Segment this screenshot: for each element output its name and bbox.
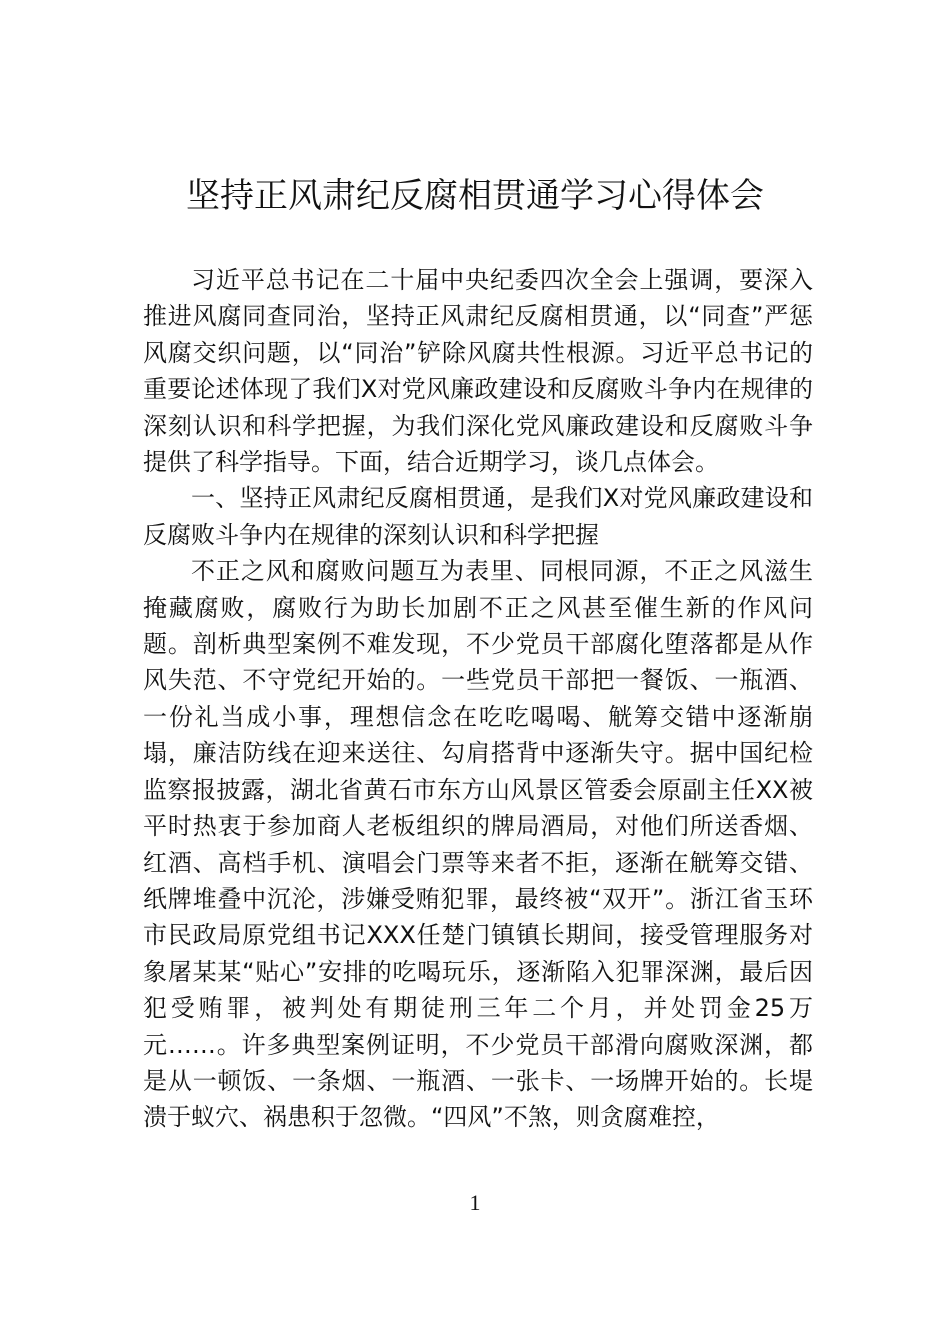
section-heading-1: 一、坚持正风肃纪反腐相贯通，是我们X对党风廉政建设和反腐败斗争内在规律的深刻认识和科学把握	[143, 484, 813, 549]
page-number: 1	[469, 1190, 481, 1215]
intro-paragraph: 习近平总书记在二十届中央纪委四次全会上强调，要深入推进风腐同查同治，坚持正风肃纪反腐相贯通，以“同查”严惩风腐交织问题，以“同治”铲除风腐共性根源。习近平总书记的重要论述体现了我们X对党风廉政建设和反腐败斗争内在规律的深刻认识和科学把握，为我们深化党风廉政建设和反腐败斗争提供了科学指导。下面，结合近期学习，谈几点体会。	[143, 266, 813, 477]
document-title: 坚持正风肃纪反腐相贯通学习心得体会	[186, 176, 764, 216]
document-body	[143, 262, 813, 1136]
body-paragraph-1: 不正之风和腐败问题互为表里、同根同源，不正之风滋生掩藏腐败，腐败行为助长加剧不正之风甚至催生新的作风问题。剖析典型案例不难发现，不少党员干部腐化堕落都是从作风失范、不守党纪开始的。一些党员干部把一餐饭、一瓶酒、一份礼当成小事，理想信念在吃吃喝喝、觥筹交错中逐渐崩塌，廉洁防线在迎来送往、勾肩搭背中逐渐失守。据中国纪检监察报披露，湖北省黄石市东方山风景区管委会原副主任XX被平时热衷于参加商人老板组织的牌局酒局，对他们所送香烟、红酒、高档手机、演唱会门票等来者不拒，逐渐在觥筹交错、纸牌堆叠中沉沦，涉嫌受贿犯罪，最终被“双开”。浙江省玉环市民政局原党组书记XXX任楚门镇镇长期间，接受管理服务对象屠某某“贴心”安排的吃喝玩乐，逐渐陷入犯罪深渊，最后因犯受贿罪，被判处有期徒刑三年二个月，并处罚金25万元……。许多典型案例证明，不少党员干部滑向腐败深渊，都是从一顿饭、一条烟、一瓶酒、一张卡、一场牌开始的。长堤溃于蚁穴、祸患积于忽微。“四风”不煞，则贪腐难控，	[143, 557, 813, 1132]
